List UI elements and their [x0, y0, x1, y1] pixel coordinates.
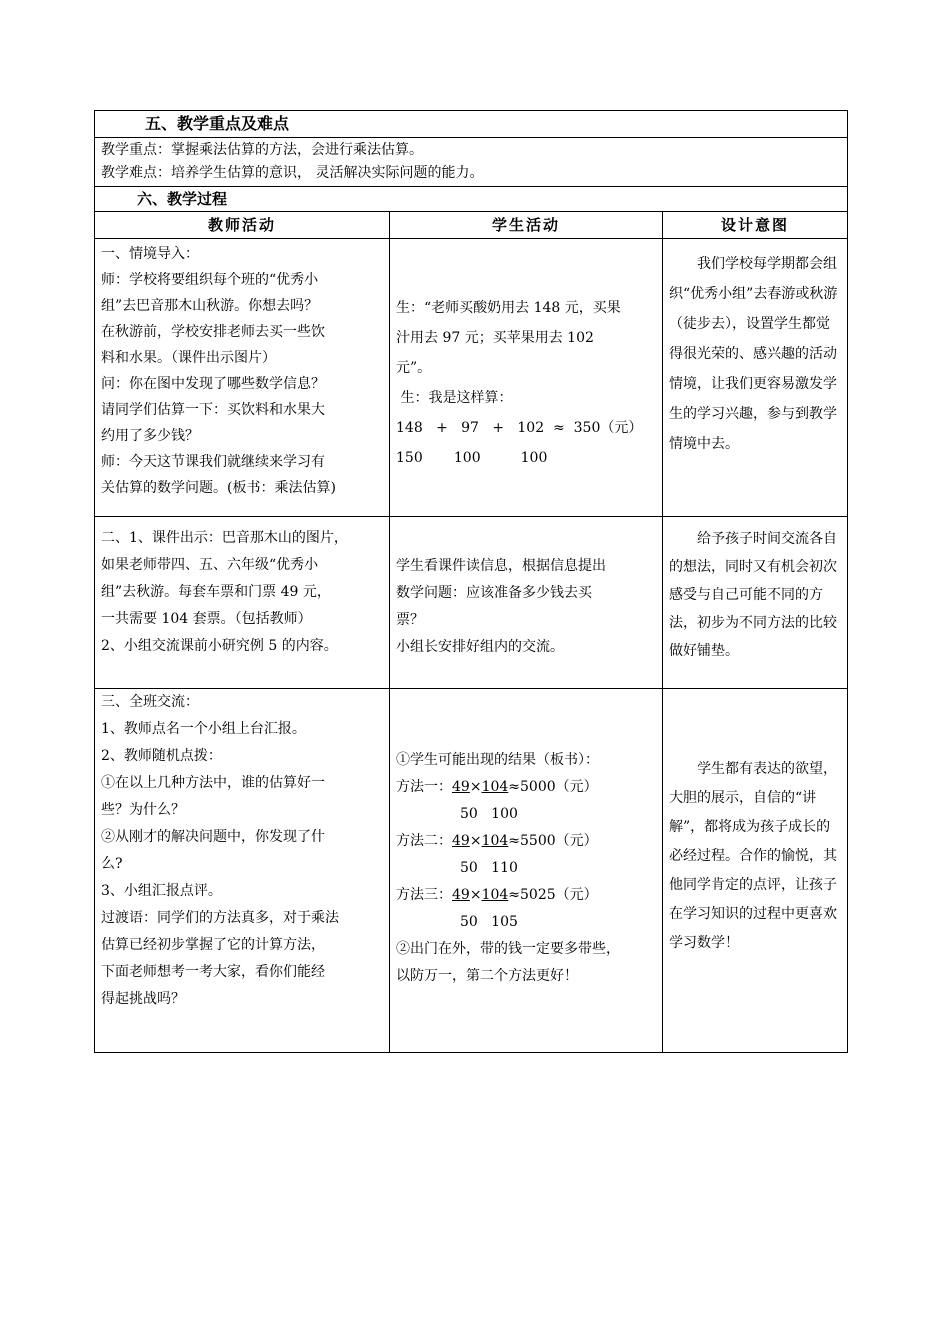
factor-b: 104	[481, 779, 509, 795]
text-line: 3、小组汇报点评。	[101, 883, 222, 899]
text-line: 小组长安排好组内的交流。	[396, 639, 564, 655]
text-line: 请同学们估算一下：买饮料和水果大	[101, 402, 325, 418]
factor-a: 49	[452, 779, 470, 795]
method-1	[396, 774, 656, 801]
row3-design-cell	[663, 689, 848, 1053]
calculation-line: 148 + 97 + 102 ≈ 350（元）	[396, 420, 643, 436]
factor-a: 49	[452, 833, 470, 849]
text-line: 组”去秋游。每套车票和门票 49 元，	[101, 584, 331, 600]
header-student-activity: 学生活动	[390, 212, 663, 239]
section-6-title: 六、教学过程	[95, 187, 848, 212]
text-line: ①学生可能出现的结果（板书）：	[396, 752, 599, 768]
design-text: 给予孩子时间交流各自的想法，同时又有机会初次感受与自己可能不同的方法，初步为不同方法的比较做好铺垫。	[669, 531, 837, 659]
section-5-title: 五、教学重点及难点	[95, 111, 848, 138]
row1-design-cell	[663, 239, 848, 517]
row3-teacher-cell	[95, 689, 390, 1053]
text-line: 在秋游前，学校安排老师去买一些饮	[101, 324, 325, 340]
text-line: 下面老师想考一考大家，看你们能经	[101, 964, 325, 980]
text-line: 估算已经初步掌握了它的计算方法，	[101, 937, 325, 953]
result: ≈5025（元）	[508, 887, 598, 903]
text-line: 汁用去 97 元；买苹果用去 102	[396, 330, 594, 346]
text-line: 些？为什么？	[101, 802, 185, 818]
factor-b: 104	[481, 887, 509, 903]
result: ≈5500（元）	[508, 833, 598, 849]
header-teacher-activity: 教师活动	[95, 212, 390, 239]
text-line: 2、小组交流课前小研究例 5 的内容。	[101, 638, 338, 654]
approximation-line: 150 100 100	[396, 450, 548, 466]
text-line: 一共需要 104 套票。（包括教师）	[101, 611, 312, 627]
lesson-plan-table	[94, 110, 848, 1053]
operator: ×	[469, 779, 482, 795]
text-line: 师：今天这节课我们就继续来学习有	[101, 454, 325, 470]
row1-teacher-cell	[95, 239, 390, 517]
text-line: 么?	[101, 856, 123, 872]
text-line: 1、教师点名一个小组上台汇报。	[101, 721, 306, 737]
text-line: 一、情境导入：	[101, 246, 199, 262]
text-line: 料和水果。（课件出示图片）	[101, 350, 276, 366]
method-3	[396, 882, 656, 909]
text-line: 得起挑战吗？	[101, 991, 185, 1007]
header-design-intent: 设计意图	[663, 212, 848, 239]
operator: ×	[469, 833, 482, 849]
factor-b: 104	[481, 833, 509, 849]
method-label: 方法二：	[396, 833, 452, 849]
text-line: ①在以上几种方法中，谁的估算好一	[101, 775, 325, 791]
row3-student-cell	[390, 689, 663, 1053]
operator: ×	[469, 887, 482, 903]
text-line: 票？	[396, 612, 424, 628]
result: ≈5000（元）	[508, 779, 598, 795]
text-line: 以防万一，第二个方法更好！	[396, 968, 578, 984]
approximation-line: 50 100	[460, 806, 518, 822]
design-text: 学生都有表达的欲望，大胆的展示，自信的“讲解”，都将成为孩子成长的必经过程。合作的愉悦，其他同学肯定的点评，让孩子在学习知识的过程中更喜欢学习数学！	[669, 761, 837, 951]
factor-a: 49	[452, 887, 470, 903]
teaching-goals	[95, 138, 848, 187]
row2-teacher-cell	[95, 517, 390, 689]
text-line: 如果老师带四、五、六年级“优秀小	[101, 557, 319, 573]
approximation-line: 50 105	[460, 914, 518, 930]
text-line: 过渡语：同学们的方法真多，对于乘法	[101, 910, 339, 926]
text-line: ②出门在外，带的钱一定要多带些，	[396, 941, 620, 957]
lesson-plan-page	[94, 110, 847, 1053]
text-line: 三、全班交流：	[101, 694, 199, 710]
text-line: 生：“老师买酸奶用去 148 元，买果	[396, 300, 621, 316]
text-line: 约用了多少钱？	[101, 428, 199, 444]
text-line: ②从刚才的解决问题中，你发现了什	[101, 829, 325, 845]
text-line: 生：我是这样算：	[396, 390, 513, 406]
text-line: 数学问题：应该准备多少钱去买	[396, 585, 592, 601]
text-line: 二、1、课件出示：巴音那木山的图片，	[101, 530, 348, 546]
text-line: 学生看课件读信息，根据信息提出	[396, 558, 606, 574]
text-line: 组”去巴音那木山秋游。你想去吗？	[101, 298, 319, 314]
row2-design-cell	[663, 517, 848, 689]
row2-student-cell	[390, 517, 663, 689]
text-line: 关估算的数学问题。(板书：乘法估算)	[101, 480, 336, 496]
text-line: 2、教师随机点拨：	[101, 748, 222, 764]
text-line: 师：学校将要组织每个班的“优秀小	[101, 272, 319, 288]
difficulty-point: 教学难点：培养学生估算的意识， 灵活解决实际问题的能力。	[101, 165, 484, 181]
row1-student-cell	[390, 239, 663, 517]
method-label: 方法三：	[396, 887, 452, 903]
key-point: 教学重点：掌握乘法估算的方法，会进行乘法估算。	[101, 142, 423, 158]
approximation-line: 50 110	[460, 860, 518, 876]
method-label: 方法一：	[396, 779, 452, 795]
text-line: 元”。	[396, 360, 432, 376]
method-2	[396, 828, 656, 855]
text-line: 问：你在图中发现了哪些数学信息？	[101, 376, 325, 392]
design-text: 我们学校每学期都会组织“优秀小组”去春游或秋游（徒步去），设置学生都觉得很光荣的、感兴趣的活动情境，让我们更容易激发学生的学习兴趣，参与到教学情境中去。	[669, 256, 838, 452]
